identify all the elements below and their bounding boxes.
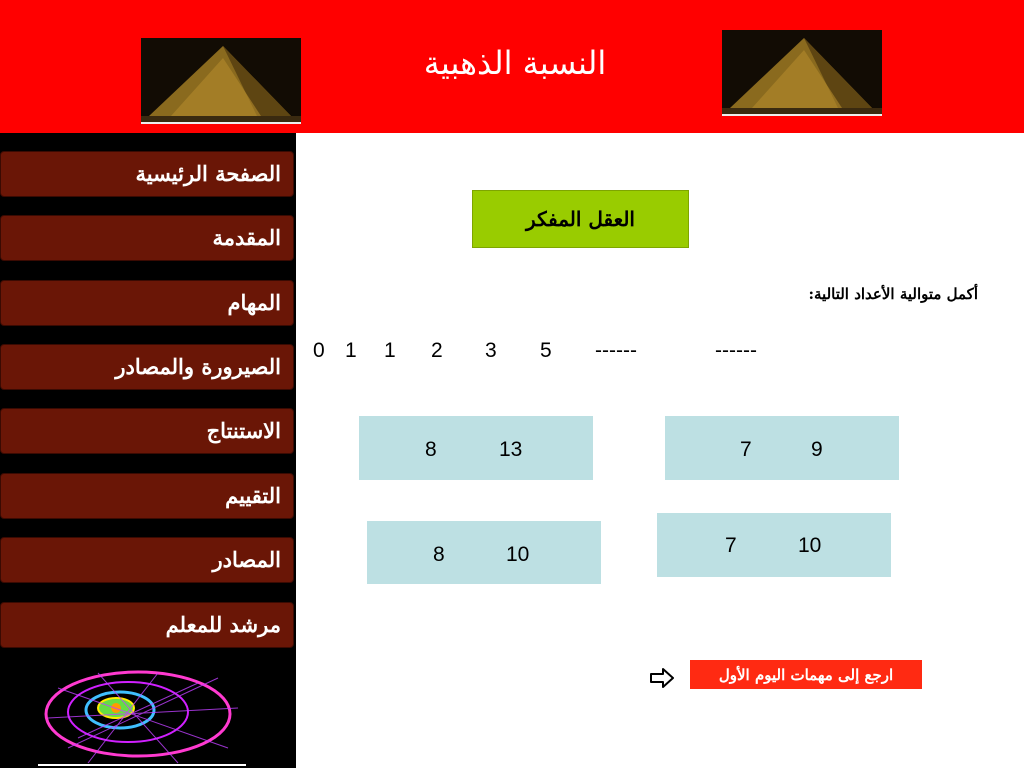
golden-spiral-image xyxy=(38,668,246,768)
sequence-number: 1 xyxy=(384,339,396,362)
sidebar xyxy=(0,133,296,768)
answer-value: 10 xyxy=(798,534,822,557)
sequence-number: 5 xyxy=(540,339,552,362)
answer-option[interactable] xyxy=(359,416,593,480)
sidebar-item-teacher-guide[interactable]: مرشد للمعلم xyxy=(0,602,294,648)
answer-option[interactable] xyxy=(367,521,601,584)
section-title: العقل المفكر xyxy=(472,190,689,248)
sidebar-item-evaluation[interactable]: التقييم xyxy=(0,473,294,519)
answer-value: 7 xyxy=(740,438,752,461)
sequence-blank: ------ xyxy=(715,339,757,362)
back-to-day-one-link[interactable]: ارجع إلى مهمات اليوم الأول xyxy=(689,659,923,690)
answer-value: 7 xyxy=(725,534,737,557)
answer-value: 8 xyxy=(433,543,445,566)
header-banner xyxy=(0,0,1024,133)
sequence-number: 1 xyxy=(345,339,357,362)
answer-value: 10 xyxy=(506,543,530,566)
sidebar-item-conclusion[interactable]: الاستنتاج xyxy=(0,408,294,454)
answer-option[interactable] xyxy=(665,416,899,480)
sidebar-item-home[interactable]: الصفحة الرئيسية xyxy=(0,151,294,197)
answer-value: 8 xyxy=(425,438,437,461)
answer-option[interactable] xyxy=(657,513,891,577)
sidebar-item-tasks[interactable]: المهام xyxy=(0,280,294,326)
answer-value: 9 xyxy=(811,438,823,461)
sidebar-item-process[interactable]: الصيرورة والمصادر xyxy=(0,344,294,390)
spiral-underline xyxy=(38,764,246,766)
answer-value: 13 xyxy=(499,438,523,461)
sequence-number: 2 xyxy=(431,339,443,362)
sidebar-item-sources[interactable]: المصادر xyxy=(0,537,294,583)
sequence-number: 0 xyxy=(313,339,325,362)
sequence-blank: ------ xyxy=(595,339,637,362)
sequence-number: 3 xyxy=(485,339,497,362)
pyramid-image-left xyxy=(141,38,301,124)
instruction-text: أكمل متوالية الأعداد التالية: xyxy=(808,285,978,303)
pyramid-image-right xyxy=(722,30,882,116)
sidebar-item-introduction[interactable]: المقدمة xyxy=(0,215,294,261)
right-arrow-icon[interactable] xyxy=(650,668,674,688)
site-title: النسبة الذهبية xyxy=(423,44,607,82)
main-content xyxy=(296,133,1024,768)
